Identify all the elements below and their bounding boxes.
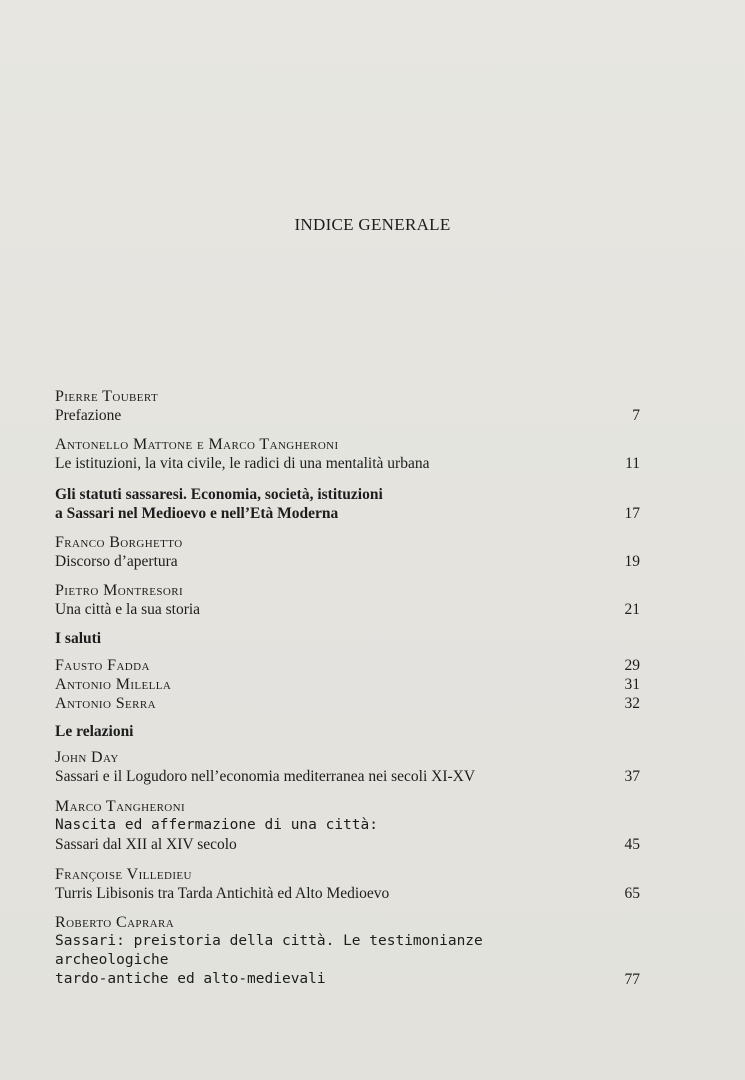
- toc-title-line: [55, 694, 640, 713]
- toc-title-line: [55, 656, 640, 675]
- toc-author: Antonello Mattone e Marco Tangheroni: [55, 436, 339, 453]
- toc-page-number: 21: [624, 601, 640, 618]
- toc-page-number: 17: [624, 505, 640, 522]
- toc-entry-tangheroni: [55, 798, 640, 854]
- toc-title-line: [55, 406, 640, 425]
- toc-title: Turris Libisonis tra Tarda Antichità ed Alto Medioevo: [55, 885, 390, 902]
- toc-section-saluti: [55, 630, 640, 648]
- toc-title: Le istituzioni, la vita civile, le radici di una mentalità urbana: [55, 455, 430, 472]
- toc-title-line: [55, 485, 640, 504]
- toc-page-number: 7: [632, 407, 640, 424]
- toc-entry-montresori: [55, 582, 640, 619]
- toc-entry-mattone: [55, 436, 640, 473]
- toc-author: Françoise Villedieu: [55, 866, 192, 883]
- toc-author: Marco Tangheroni: [55, 798, 186, 815]
- section-heading: Le relazioni: [55, 723, 134, 740]
- toc-page-number: 31: [624, 676, 640, 693]
- section-heading: I saluti: [55, 630, 102, 647]
- toc-section-relazioni: [55, 723, 640, 741]
- toc-title: Sassari: preistoria della città. Le testimonianze archeologiche: [55, 933, 483, 968]
- toc-title-line: [55, 835, 640, 854]
- toc-title: Sassari dal XII al XIV secolo: [55, 836, 237, 853]
- toc-title: tardo-antiche ed alto-medievali: [55, 971, 326, 987]
- toc-entry-borghetto: [55, 534, 640, 571]
- toc-title: Discorso d’apertura: [55, 553, 178, 570]
- toc-title-line: [55, 884, 640, 903]
- toc-title: Nascita ed affermazione di una città:: [55, 817, 379, 833]
- toc-author: Antonio Serra: [55, 695, 156, 712]
- toc-entry-milella: [55, 675, 640, 694]
- toc-title-line: [55, 932, 640, 970]
- toc-title-line: [55, 970, 640, 989]
- toc-page-number: 32: [624, 695, 640, 712]
- toc-author: John Day: [55, 749, 119, 766]
- toc-entry-villedieu: [55, 866, 640, 903]
- toc-title-line: [55, 504, 640, 523]
- toc-page-number: 65: [624, 885, 640, 902]
- toc-title: Sassari e il Logudoro nell’economia mediterranea nei secoli XI-XV: [55, 768, 476, 785]
- toc-title-line: [55, 816, 640, 835]
- toc-page-number: 37: [624, 768, 640, 785]
- toc-title: Prefazione: [55, 407, 122, 424]
- toc-entry-fadda: [55, 656, 640, 675]
- toc-title-line: [55, 675, 640, 694]
- toc-author: Pietro Montresori: [55, 582, 184, 599]
- toc-author: Roberto Caprara: [55, 914, 175, 931]
- toc-title-line: [55, 600, 640, 619]
- toc-entry-statuti: [55, 485, 640, 523]
- toc-title-line: [55, 552, 640, 571]
- toc-page-number: 77: [624, 971, 640, 988]
- toc-entry-day: [55, 749, 640, 786]
- toc-page-number: 11: [625, 455, 640, 472]
- toc-entry-toubert: [55, 388, 640, 425]
- toc-author: Franco Borghetto: [55, 534, 183, 551]
- toc-page-number: 29: [624, 657, 640, 674]
- toc-title: Una città e la sua storia: [55, 601, 201, 618]
- toc-title: a Sassari nel Medioevo e nell’Età Moderna: [55, 505, 339, 522]
- toc-author: Pierre Toubert: [55, 388, 159, 405]
- toc-author: Fausto Fadda: [55, 657, 150, 674]
- toc-entry-serra: [55, 694, 640, 713]
- toc-entry-caprara: [55, 914, 640, 989]
- page-title: INDICE GENERALE: [294, 215, 451, 234]
- toc-title-line: [55, 454, 640, 473]
- toc-page-number: 19: [624, 553, 640, 570]
- toc-author: Antonio Milella: [55, 676, 172, 693]
- toc-title: Gli statuti sassaresi. Economia, società, istituzioni: [55, 486, 383, 503]
- toc-page-number: 45: [624, 836, 640, 853]
- toc-title-line: [55, 767, 640, 786]
